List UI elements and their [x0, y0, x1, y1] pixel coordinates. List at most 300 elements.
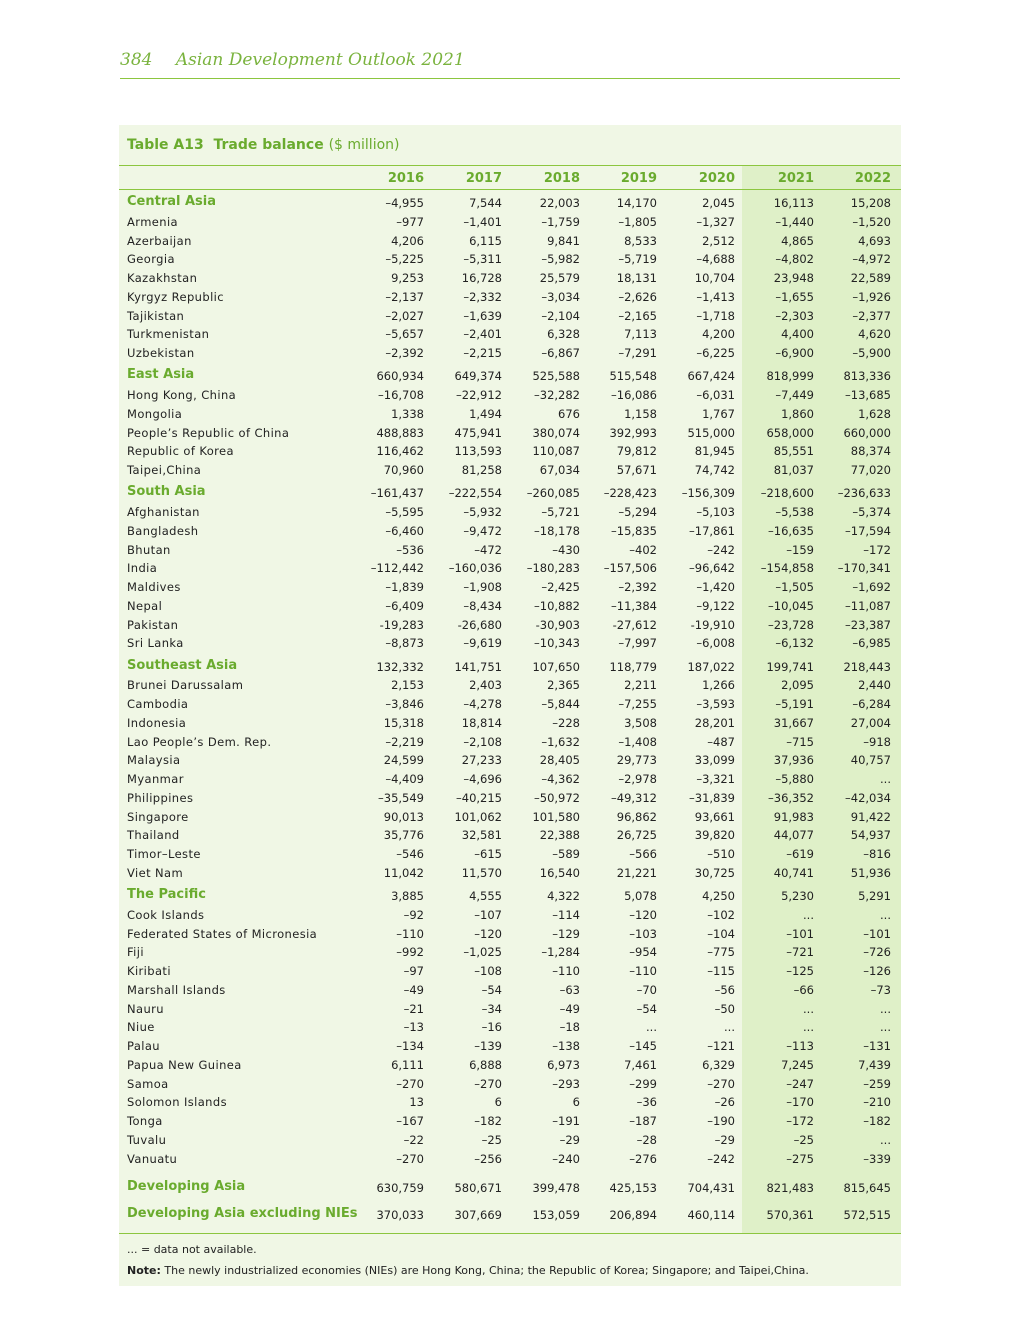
cell-2017: –34 [481, 1001, 502, 1016]
cell-2018: 28,405 [539, 753, 580, 768]
row-label: Federated States of Micronesia [127, 926, 318, 941]
cell-2020: –29 [714, 1132, 735, 1147]
cell-2017: –139 [474, 1039, 502, 1053]
cell-2016: 35,776 [383, 828, 424, 843]
cell-2017: 6,115 [469, 233, 502, 248]
row-label: People’s Republic of China [127, 425, 290, 440]
cell-2021: –125 [786, 964, 814, 978]
cell-2019: –187 [629, 1114, 657, 1128]
cell-2018: 380,074 [532, 425, 580, 440]
cell-2018: 22,388 [539, 828, 580, 843]
cell-2021: –5,538 [775, 505, 814, 519]
cell-2018: –2,425 [541, 580, 580, 594]
cell-2017: –22,912 [456, 388, 502, 402]
cell-2020: –1,420 [696, 580, 735, 594]
table-row [119, 925, 901, 944]
row-label: The Pacific [127, 887, 206, 902]
cell-2022: 54,937 [850, 828, 891, 843]
cell-2020: –6,008 [696, 636, 735, 651]
cell-2017: –108 [474, 964, 502, 978]
cell-2017: –182 [474, 1114, 502, 1128]
cell-2017: –9,619 [463, 636, 502, 651]
cell-2022: 218,443 [843, 659, 891, 674]
row-label: Tajikistan [127, 308, 185, 323]
row-label: India [127, 561, 158, 576]
cell-2020: –121 [707, 1039, 735, 1053]
cell-2019: –2,165 [618, 308, 657, 323]
cell-2022: –131 [863, 1039, 891, 1053]
cell-2016: –49 [403, 982, 424, 997]
table-row [119, 616, 901, 635]
row-label: Azerbaijan [127, 233, 192, 248]
row-label: Palau [127, 1039, 160, 1053]
cell-2019: –954 [629, 945, 657, 960]
cell-2020: –17,861 [689, 523, 735, 538]
cell-2022: –1,692 [852, 580, 891, 594]
cell-2017: 649,374 [454, 369, 502, 384]
cell-2021: –247 [786, 1076, 814, 1091]
cell-2016: –6,460 [385, 523, 424, 538]
cell-2020: –50 [714, 1001, 735, 1016]
cell-2017: –25 [481, 1132, 502, 1147]
cell-2017: –2,108 [463, 734, 502, 749]
cell-2021: –6,900 [775, 346, 814, 360]
cell-2021: –715 [786, 734, 814, 749]
cell-2016: 24,599 [383, 753, 424, 768]
cell-2022: –236,633 [837, 486, 891, 501]
cell-2020: 6,329 [702, 1057, 735, 1072]
row-label: Solomon Islands [127, 1095, 227, 1110]
table-row [119, 522, 901, 541]
cell-2021: 16,113 [773, 196, 814, 210]
cell-2022: ... [880, 1132, 891, 1147]
cell-2021: –154,858 [760, 561, 814, 576]
cell-2019: 29,773 [616, 753, 657, 768]
cell-2017: –8,434 [463, 598, 502, 613]
cell-2019: 3,508 [624, 715, 657, 730]
cell-2016: 13 [409, 1095, 424, 1110]
cell-2016: 630,759 [376, 1181, 424, 1196]
cell-2016: –2,219 [385, 734, 424, 749]
cell-2022: 813,336 [843, 369, 891, 384]
cell-2019: 14,170 [616, 196, 657, 210]
cell-2020: –487 [707, 734, 735, 749]
cell-2017: –2,332 [463, 289, 502, 304]
cell-2020: 704,431 [687, 1181, 735, 1196]
cell-2018: 6 [572, 1095, 580, 1110]
cell-2016: –270 [396, 1151, 424, 1166]
cell-2021: –25 [793, 1132, 814, 1147]
cell-2021: 40,741 [773, 865, 814, 880]
cell-2017: –2,401 [463, 327, 502, 342]
cell-2016: –5,225 [385, 252, 424, 267]
cell-2021: –4,802 [775, 252, 814, 267]
cell-2017: –1,639 [463, 308, 502, 323]
cell-2022: –5,374 [852, 505, 891, 519]
cell-2019: –5,294 [618, 505, 657, 519]
cell-2021: –7,449 [775, 388, 814, 402]
cell-2022: 1,628 [858, 406, 891, 421]
cell-2019: 2,211 [624, 678, 657, 693]
cell-2018: 399,478 [532, 1181, 580, 1196]
cell-2018: 4,322 [547, 889, 580, 903]
cell-2020: –115 [707, 964, 735, 978]
total-row [119, 1179, 901, 1198]
year-header-2019: 2019 [620, 171, 657, 186]
cell-2016: –134 [396, 1039, 424, 1053]
cell-2016: –167 [396, 1114, 424, 1128]
cell-2020: –190 [707, 1114, 735, 1128]
cell-2016: –97 [403, 964, 424, 978]
table-row [119, 578, 901, 597]
cell-2022: –1,520 [852, 214, 891, 229]
cell-2022: –4,972 [852, 252, 891, 267]
cell-2016: –16,708 [378, 388, 424, 402]
cell-2016: –21 [403, 1001, 424, 1016]
cell-2016: –536 [396, 542, 424, 557]
cell-2021: –275 [786, 1151, 814, 1166]
cell-2018: –228 [552, 715, 580, 730]
cell-2020: 74,742 [694, 463, 735, 477]
cell-2022: –172 [863, 542, 891, 557]
cell-2019: –7,997 [618, 636, 657, 651]
cell-2017: 16,728 [461, 271, 502, 285]
table-row [119, 541, 901, 560]
cell-2019: –566 [629, 847, 657, 861]
cell-2019: –120 [629, 907, 657, 922]
cell-2020: –156,309 [681, 486, 735, 501]
table-row [119, 634, 901, 653]
cell-2022: 91,422 [850, 809, 891, 824]
cell-2019: –7,255 [618, 697, 657, 711]
cell-2019: –2,392 [618, 580, 657, 594]
cell-2020: 28,201 [694, 715, 735, 730]
cell-2018: 676 [558, 406, 580, 421]
table-unit: ($ million) [328, 137, 400, 153]
cell-2018: –138 [552, 1039, 580, 1053]
cell-2017: –4,278 [463, 697, 502, 711]
cell-2016: 15,318 [383, 715, 424, 730]
cell-2019: 8,533 [624, 233, 657, 248]
table-row [119, 503, 901, 522]
cell-2021: 44,077 [773, 828, 814, 843]
cell-2020: –104 [707, 926, 735, 941]
cell-2022: –6,985 [852, 636, 891, 651]
table-row [119, 386, 901, 405]
row-label: Hong Kong, China [127, 388, 237, 402]
cell-2020: 667,424 [687, 369, 735, 384]
table-row [119, 1037, 901, 1056]
cell-2022: –126 [863, 964, 891, 978]
cell-2019: 7,113 [624, 327, 657, 342]
cell-2019: –1,408 [618, 734, 657, 749]
cell-2020: ... [724, 1020, 735, 1035]
cell-2020: –242 [707, 1151, 735, 1166]
table-row [119, 213, 901, 232]
cell-2022: 4,693 [858, 233, 891, 248]
cell-2021: –1,655 [775, 289, 814, 304]
cell-2017: –40,215 [456, 790, 502, 805]
cell-2021: –66 [793, 982, 814, 997]
row-label: Indonesia [127, 715, 187, 730]
cell-2018: –3,034 [541, 289, 580, 304]
cell-2020: –510 [707, 847, 735, 861]
cell-2017: 113,593 [454, 444, 502, 459]
cell-2016: –92 [403, 907, 424, 922]
cell-2018: 101,580 [532, 809, 580, 824]
cell-2017: –5,311 [463, 252, 502, 267]
cell-2016: –13 [403, 1020, 424, 1035]
row-label: Lao People’s Dem. Rep. [127, 734, 272, 749]
cell-2019: –145 [629, 1039, 657, 1053]
table-row [119, 981, 901, 1000]
row-label: Afghanistan [127, 505, 200, 519]
cell-2022: ... [880, 772, 891, 786]
cell-2017: 18,814 [461, 715, 502, 730]
cell-2020: –9,122 [696, 598, 735, 613]
row-label: Mongolia [127, 406, 183, 421]
cell-2021: 821,483 [766, 1181, 814, 1196]
table-row [119, 1112, 901, 1131]
cell-2020: –242 [707, 542, 735, 557]
table-row [119, 1018, 901, 1037]
cell-2016: 70,960 [383, 463, 424, 477]
row-label: Cook Islands [127, 907, 205, 922]
cell-2018: –1,284 [541, 945, 580, 960]
row-label: Developing Asia [127, 1179, 246, 1195]
cell-2019: –157,506 [603, 561, 657, 576]
cell-2020: –6,031 [696, 388, 735, 402]
row-label: Georgia [127, 252, 175, 267]
cell-2020: 515,000 [687, 425, 735, 440]
row-label: Bhutan [127, 542, 171, 557]
cell-2019: 57,671 [616, 463, 657, 477]
table-row [119, 864, 901, 883]
cell-2022: –182 [863, 1114, 891, 1128]
cell-2018: –63 [559, 982, 580, 997]
cell-2022: –23,387 [845, 617, 891, 632]
table-row [119, 751, 901, 770]
cell-2017: 1,494 [469, 406, 502, 421]
cell-2018: 22,003 [539, 196, 580, 210]
cell-2020: –3,593 [696, 697, 735, 711]
cell-2022: 5,291 [858, 889, 891, 903]
cell-2019: 515,548 [609, 369, 657, 384]
cell-2018: 2,365 [547, 678, 580, 693]
cell-2021: 4,865 [781, 233, 814, 248]
cell-2017: 475,941 [454, 425, 502, 440]
cell-2022: 660,000 [843, 425, 891, 440]
table-row [119, 288, 901, 307]
table-row [119, 1150, 901, 1169]
cell-2018: –1,759 [541, 214, 580, 229]
cell-2019: –11,384 [611, 598, 657, 613]
cell-2016: 3,885 [391, 889, 424, 903]
cell-2020: –270 [707, 1076, 735, 1091]
table-id: Table A13 [127, 137, 204, 153]
row-label: Niue [127, 1020, 155, 1035]
cell-2019: –15,835 [611, 523, 657, 538]
cell-2022: –816 [863, 847, 891, 861]
cell-2021: 81,037 [773, 463, 814, 477]
cell-2020: –775 [707, 945, 735, 960]
region-row [119, 367, 901, 386]
cell-2017: –1,908 [463, 580, 502, 594]
cell-2020: 81,945 [694, 444, 735, 459]
cell-2016: –2,392 [385, 346, 424, 360]
row-label: Tonga [127, 1114, 163, 1128]
region-row [119, 194, 901, 213]
table-row [119, 250, 901, 269]
row-label: Sri Lanka [127, 636, 184, 651]
cell-2021: –159 [786, 542, 814, 557]
cell-2020: –1,327 [696, 214, 735, 229]
table-row [119, 424, 901, 443]
cell-2017: 2,403 [469, 678, 502, 693]
cell-2017: –615 [474, 847, 502, 861]
cell-2021: 658,000 [766, 425, 814, 440]
cell-2019: –28 [636, 1132, 657, 1147]
cell-2019: –110 [629, 964, 657, 978]
cell-2016: –6,409 [385, 598, 424, 613]
cell-2022: 77,020 [850, 463, 891, 477]
cell-2016: –8,873 [385, 636, 424, 651]
cell-2017: -26,680 [457, 617, 502, 632]
table-row [119, 676, 901, 695]
cell-2020: 1,266 [702, 678, 735, 693]
cell-2018: –180,283 [526, 561, 580, 576]
cell-2019: 206,894 [609, 1208, 657, 1223]
row-label: Taipei,China [127, 463, 202, 477]
cell-2018: –50,972 [534, 790, 580, 805]
table-row [119, 808, 901, 827]
table-row [119, 442, 901, 461]
cell-2019: –36 [636, 1095, 657, 1110]
cell-2016: 6,111 [391, 1057, 424, 1072]
table-row [119, 405, 901, 424]
cell-2017: –1,401 [463, 214, 502, 229]
cell-2018: –49 [559, 1001, 580, 1016]
cell-2016: 660,934 [376, 369, 424, 384]
cell-2022: 7,439 [858, 1057, 891, 1072]
cell-2019: –1,805 [618, 214, 657, 229]
table-row [119, 714, 901, 733]
cell-2020: 2,512 [702, 233, 735, 248]
table-row [119, 1056, 901, 1075]
cell-2019: 21,221 [616, 865, 657, 880]
cell-2019: –49,312 [611, 790, 657, 805]
table-row [119, 733, 901, 752]
cell-2016: –546 [396, 847, 424, 861]
cell-2017: –1,025 [463, 945, 502, 960]
cell-2017: –4,696 [463, 772, 502, 786]
table-row [119, 943, 901, 962]
cell-2022: –13,685 [845, 388, 891, 402]
row-label: Thailand [127, 828, 180, 843]
row-label: Marshall Islands [127, 982, 226, 997]
table-row [119, 789, 901, 808]
cell-2019: ... [646, 1020, 657, 1035]
cell-2018: –110 [552, 964, 580, 978]
cell-2016: –5,657 [385, 327, 424, 342]
cell-2017: 81,258 [461, 463, 502, 477]
cell-2019: –5,719 [618, 252, 657, 267]
cell-2021: –10,045 [768, 598, 814, 613]
table-row [119, 1093, 901, 1112]
cell-2016: –4,409 [385, 772, 424, 786]
cell-2016: –22 [403, 1132, 424, 1147]
cell-2021: 570,361 [766, 1208, 814, 1223]
table-row [119, 232, 901, 251]
cell-2017: 6,888 [469, 1057, 502, 1072]
cell-2018: 153,059 [532, 1208, 580, 1223]
cell-2022: –339 [863, 1151, 891, 1166]
table-title-text: Trade balance [213, 137, 324, 153]
cell-2021: 4,400 [781, 327, 814, 342]
cell-2020: 39,820 [694, 828, 735, 843]
cell-2022: –2,377 [852, 308, 891, 323]
cell-2016: –110 [396, 926, 424, 941]
table-row [119, 325, 901, 344]
cell-2021: 2,095 [781, 678, 814, 693]
cell-2020: –102 [707, 907, 735, 922]
cell-2022: –17,594 [845, 523, 891, 538]
cell-2021: –113 [786, 1039, 814, 1053]
cell-2020: –26 [714, 1095, 735, 1110]
cell-2022: 815,645 [843, 1181, 891, 1196]
cell-2021: –5,191 [775, 697, 814, 711]
cell-2021: 5,230 [781, 889, 814, 903]
cell-2018: 6,328 [547, 327, 580, 342]
region-row [119, 887, 901, 906]
table-row [119, 1131, 901, 1150]
cell-2019: –103 [629, 926, 657, 941]
cell-2018: –5,721 [541, 505, 580, 519]
row-label: Turkmenistan [127, 327, 210, 342]
cell-2017: –9,472 [463, 523, 502, 538]
row-label: Maldives [127, 580, 181, 594]
cell-2020: –1,413 [696, 289, 735, 304]
cell-2016: 488,883 [376, 425, 424, 440]
cell-2018: –114 [552, 907, 580, 922]
cell-2020: 4,250 [702, 889, 735, 903]
cell-2018: –260,085 [526, 486, 580, 501]
row-label: Samoa [127, 1076, 169, 1091]
cell-2020: 460,114 [687, 1208, 735, 1223]
cell-2021: –5,880 [775, 772, 814, 786]
cell-2018: –191 [552, 1114, 580, 1128]
cell-2016: –2,137 [385, 289, 424, 304]
cell-2019: 7,461 [624, 1057, 657, 1072]
cell-2019: 392,993 [609, 425, 657, 440]
cell-2017: –222,554 [448, 486, 502, 501]
table-row [119, 307, 901, 326]
row-label: East Asia [127, 367, 195, 383]
cell-2021: –2,303 [775, 308, 814, 323]
cell-2016: 4,206 [391, 233, 424, 248]
cell-2017: –472 [474, 542, 502, 557]
cell-2022: 27,004 [850, 715, 891, 730]
cell-2019: –7,291 [618, 346, 657, 360]
cell-2016: –1,839 [385, 580, 424, 594]
cell-2022: –11,087 [845, 598, 891, 613]
cell-2019: 118,779 [609, 659, 657, 674]
cell-2021: 23,948 [773, 271, 814, 285]
cell-2022: –918 [863, 734, 891, 749]
row-label: Singapore [127, 809, 189, 824]
region-row [119, 484, 901, 503]
cell-2017: 6 [494, 1095, 502, 1110]
